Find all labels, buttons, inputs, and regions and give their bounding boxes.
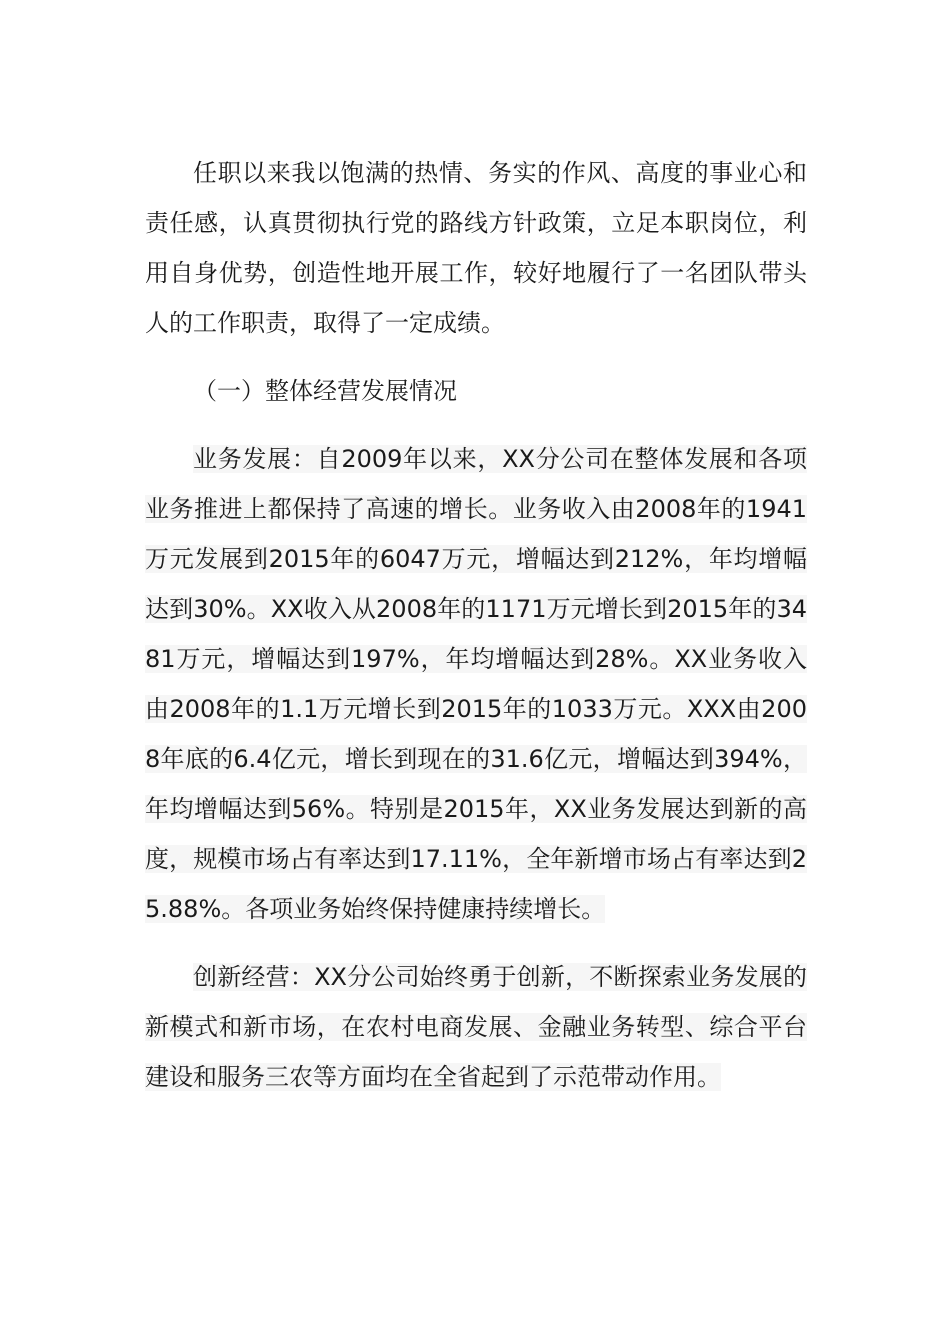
intro-paragraph: 任职以来我以饱满的热情、务实的作风、高度的事业心和责任感，认真贯彻执行党的路线方针政策，立足本职岗位，利用自身优势，创造性地开展工作，较好地履行了一名团队带头人的工作职责，取得了一定成绩。 <box>145 159 807 337</box>
innovation-paragraph <box>145 952 807 1102</box>
section-heading: （一）整体经营发展情况 <box>193 377 457 405</box>
business-development-paragraph <box>145 434 807 934</box>
document-page <box>145 148 807 1102</box>
business-development-text: 业务发展：自2009年以来，XX分公司在整体发展和各项业务推进上都保持了高速的增长。业务收入由2008年的1941万元发展到2015年的6047万元，增幅达到212%，年均增幅达到30%。XX收入从2008年的1171万元增长到2015年的3481万元，增幅达到197%，年均增幅达到28%。XX业务收入由2008年的1.1万元增长到2015年的1033万元。XXX由2008年底的6.4亿元，增长到现在的31.6亿元，增幅达到394%，年均增幅达到56%。特别是2015年，XX业务发展达到新的高度，规模市场占有率达到17.11%，全年新增市场占有率达到25.88%。各项业务始终保持健康持续增长。 <box>145 445 807 923</box>
innovation-text: 创新经营：XX分公司始终勇于创新，不断探索业务发展的新模式和新市场，在农村电商发展、金融业务转型、综合平台建设和服务三农等方面均在全省起到了示范带动作用。 <box>145 963 807 1091</box>
